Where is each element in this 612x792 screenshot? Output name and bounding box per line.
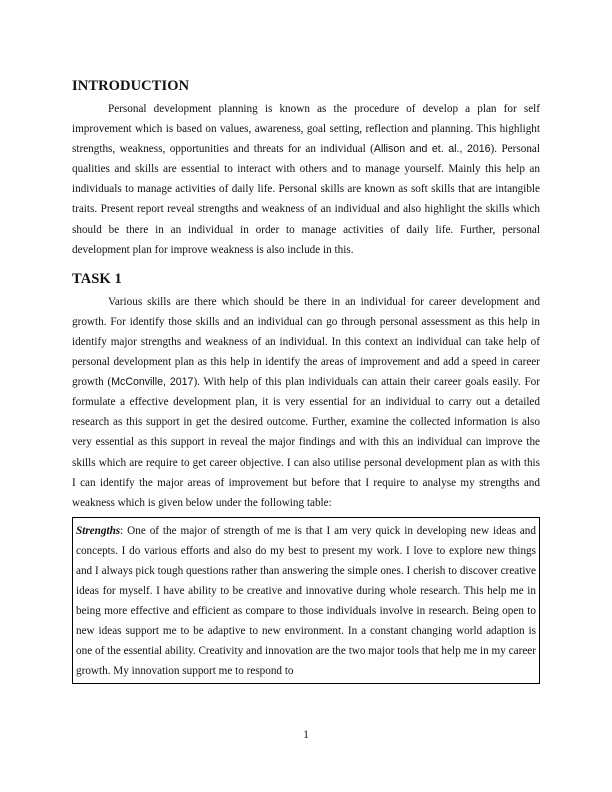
strengths-label: Strengths xyxy=(76,524,121,537)
introduction-paragraph xyxy=(72,99,540,260)
strengths-cell xyxy=(76,521,536,682)
introduction-heading: INTRODUCTION xyxy=(72,78,190,94)
task1-citation: McConville, 2017 xyxy=(111,376,194,389)
introduction-citation: Allison and et. al., 2016 xyxy=(373,143,491,156)
document-page xyxy=(72,76,540,684)
task1-text-part1: Various skills are there which should be there in an individual for career development and growth. For identify those skills and an individual can go through personal assessment as this help in identify major strengths and weakness of an individual. In this context an individual can take help of personal development plan as this help in identify the areas of improvement and add a speed in career growth ( xyxy=(72,295,540,389)
task1-text-part2: ). With help of this plan individuals can attain their career goals easily. For formulate a effective development plan, it is very essential for an individual to carry out a detailed research as this support in get the desired outcome. Further, examine the collected information is also very essential as this support in reveal the major findings and with this an individual can improve the skills which are require to get career objective. I can also utilise personal development plan as with this I can identify the major areas of improvement but before that I require to analyse my strengths and weakness which is given below under the following table: xyxy=(72,376,541,509)
introduction-text-part1: Personal development planning is known as the procedure of develop a plan for self improvement which is based on values, awareness, goal setting, reflection and planning. This highlight strengths, weakness, opportunities and threats for an individual ( xyxy=(72,103,540,156)
strengths-text: : One of the major of strength of me is that I am very quick in developing new ideas and concepts. I do various efforts and also do my best to present my work. I love to explore new things and I always pick tough questions rather than answering the simple ones. I cherish to discover creative ideas for myself. I have ability to be creative and innovative during whole research. This help me in being more effective and efficient as compare to those individuals involve in research. Being open to new ideas support me to be adaptive to new environment. In a constant changing world adaption is one of the essential ability. Creativity and innovation are the two major tools that help me in my career growth. My innovation support me to respond to xyxy=(76,524,536,678)
strengths-table xyxy=(72,517,540,684)
task1-heading: TASK 1 xyxy=(72,270,122,287)
introduction-text-part2: ). Personal qualities and skills are essential to interact with others and to manage yourself. Mainly this help an individuals to manage activities of daily life. Personal skills are known as soft skills that are intangible traits. Present report reveal strengths and weakness of an individual and also highlight the skills which should be there in an individual in order to manage activities of daily life. Further, personal development plan for improve weakness is also include in this. xyxy=(72,143,540,256)
task1-paragraph xyxy=(72,292,540,513)
page-number: 1 xyxy=(303,729,309,741)
